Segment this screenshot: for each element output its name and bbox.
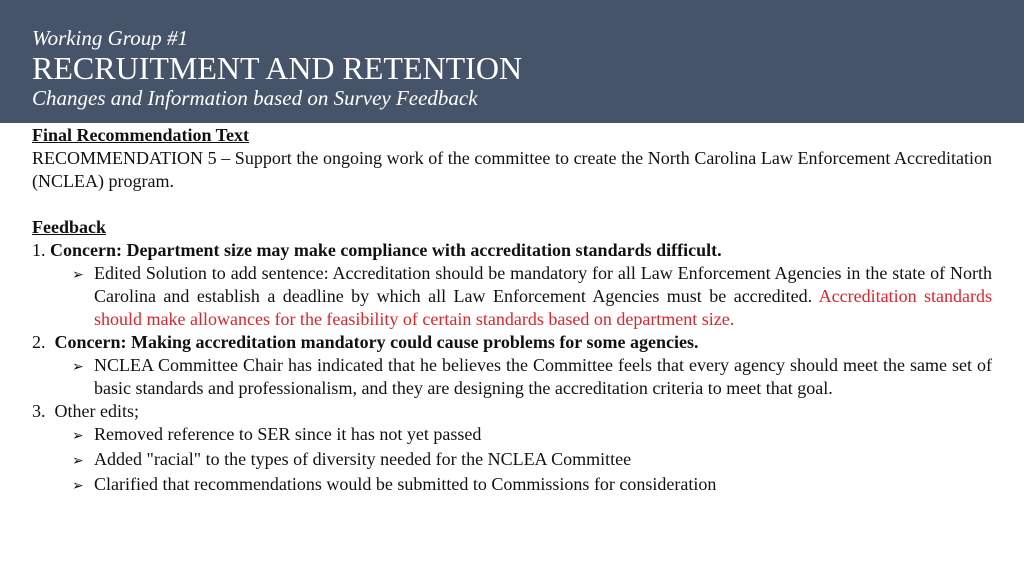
spacer — [32, 193, 992, 216]
feedback-item-2 — [32, 331, 992, 354]
concern-text: Concern: Department size may make compliance with accreditation standards difficult. — [50, 240, 722, 260]
feedback-heading: Feedback — [32, 217, 106, 237]
bullet-text: Edited Solution to add sentence: Accreditation should be mandatory for all Law Enforcement Agencies in the state of North Carolina and establish a deadline by which all Law Enforcement Agencies must be accredited. — [94, 263, 992, 306]
feedback-item-1 — [32, 239, 992, 262]
page-subtitle: Changes and Information based on Survey Feedback — [32, 86, 478, 110]
final-recommendation-heading: Final Recommendation Text — [32, 125, 250, 145]
title-banner — [0, 0, 1024, 123]
arrow-bullet-icon: ➢ — [72, 360, 84, 375]
bullet-item — [72, 262, 992, 331]
item-number: 3. — [32, 401, 55, 421]
working-group-label: Working Group #1 — [32, 26, 188, 50]
item-number: 2. — [32, 332, 55, 352]
arrow-bullet-icon: ➢ — [72, 268, 84, 283]
bullet-text: Removed reference to SER since it has not yet passed — [94, 424, 482, 444]
bullet-item — [72, 473, 992, 498]
concern-text: Concern: Making accreditation mandatory could cause problems for some agencies. — [54, 332, 699, 352]
bullet-item — [72, 354, 992, 400]
arrow-bullet-icon: ➢ — [72, 429, 84, 444]
slide-body — [32, 124, 992, 498]
bullet-text: Clarified that recommendations would be submitted to Commissions for consideration — [94, 474, 717, 494]
bullet-text: NCLEA Committee Chair has indicated that he believes the Committee feels that every agency should meet the same set of basic standards and professionalism, and they are designing the accreditation criteria to meet that goal. — [94, 355, 992, 398]
bullet-item — [72, 448, 992, 473]
bullet-text: Added "racial" to the types of diversity needed for the NCLEA Committee — [94, 449, 632, 469]
arrow-bullet-icon: ➢ — [72, 454, 84, 469]
final-recommendation-text: RECOMMENDATION 5 – Support the ongoing work of the committee to create the North Carolina Law Enforcement Accreditation (NCLEA) program. — [32, 148, 992, 191]
item-number: 1. — [32, 240, 50, 260]
bullet-item — [72, 423, 992, 448]
highlighted-addition: Accreditation standards should make allowances for the feasibility of certain standards based on department size. — [94, 286, 992, 329]
arrow-bullet-icon: ➢ — [72, 479, 84, 494]
page-title: RECRUITMENT AND RETENTION — [32, 50, 523, 86]
other-edits-label: Other edits; — [54, 401, 139, 421]
feedback-item-3 — [32, 400, 992, 423]
